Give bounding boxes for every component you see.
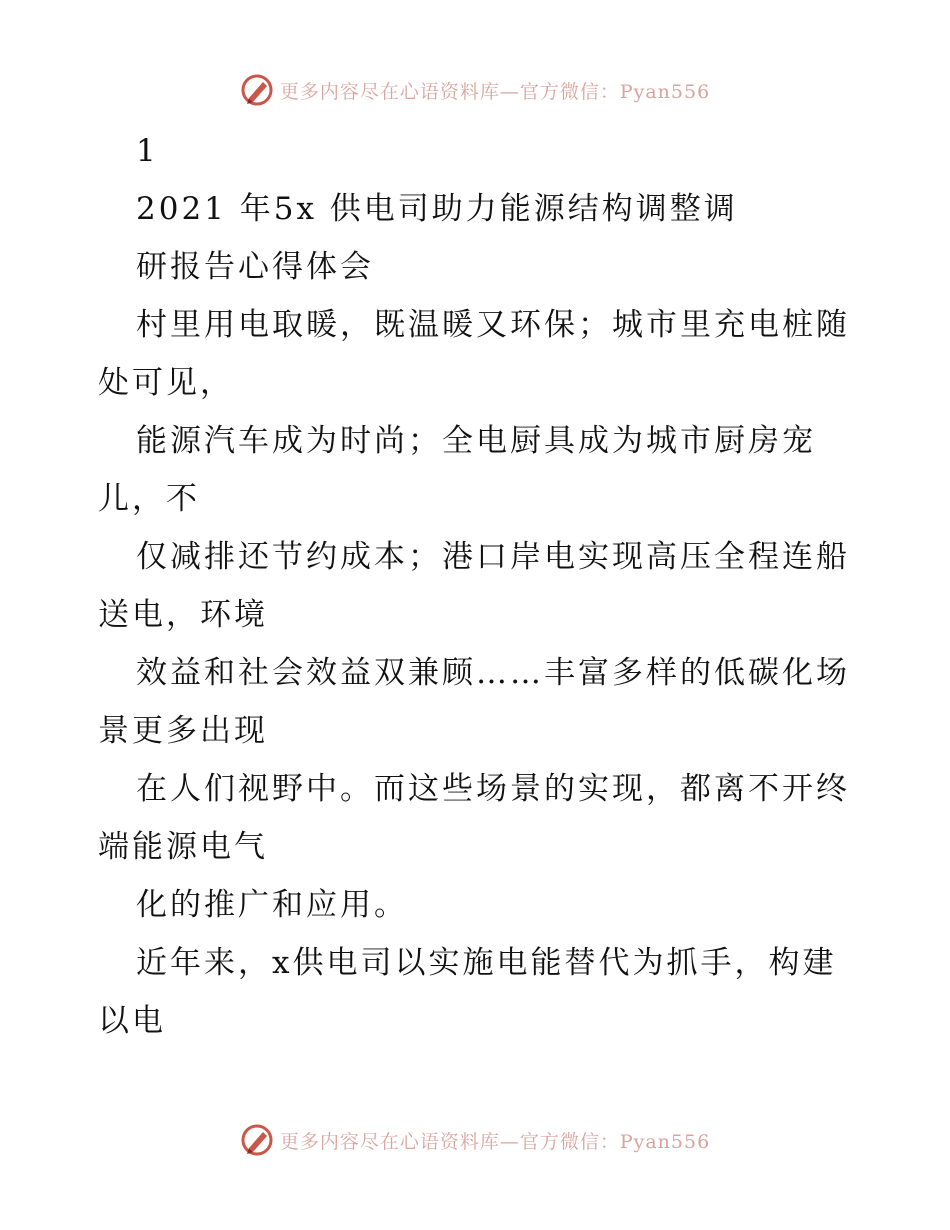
text-line: 景更多出现 bbox=[98, 713, 268, 749]
watermark-text: 更多内容尽在心语资料库—官方微信：Pyan556 bbox=[279, 80, 711, 103]
pen-logo-icon bbox=[240, 73, 274, 107]
footer-watermark bbox=[0, 1120, 950, 1160]
text-line: 化的推广和应用。 bbox=[136, 887, 408, 923]
text-line: 2021 年5x 供电司助力能源结构调整调 bbox=[136, 191, 738, 227]
pen-logo-icon bbox=[240, 1123, 274, 1157]
watermark-text: 更多内容尽在心语资料库—官方微信：Pyan556 bbox=[279, 1130, 711, 1153]
text-line: 研报告心得体会 bbox=[136, 249, 374, 285]
text-line: 近年来，x供电司以实施电能替代为抓手，构建 bbox=[136, 945, 837, 981]
text-line: 仅减排还节约成本；港口岸电实现高压全程连船 bbox=[136, 539, 850, 575]
text-line: 效益和社会效益双兼顾……丰富多样的低碳化场 bbox=[136, 655, 850, 691]
text-line: 端能源电气 bbox=[98, 829, 268, 865]
text-line: 能源汽车成为时尚；全电厨具成为城市厨房宠 bbox=[136, 423, 816, 459]
text-line: 村里用电取暖，既温暖又环保；城市里充电桩随 bbox=[136, 307, 850, 343]
document-body bbox=[98, 122, 868, 1050]
text-line: 儿，不 bbox=[98, 481, 200, 517]
text-line: 处可见， bbox=[98, 365, 234, 401]
text-line: 1 bbox=[136, 133, 159, 169]
text-line: 送电，环境 bbox=[98, 597, 268, 633]
text-line: 以电 bbox=[98, 1003, 166, 1039]
header-watermark bbox=[0, 70, 950, 110]
text-line: 在人们视野中。而这些场景的实现，都离不开终 bbox=[136, 771, 850, 807]
